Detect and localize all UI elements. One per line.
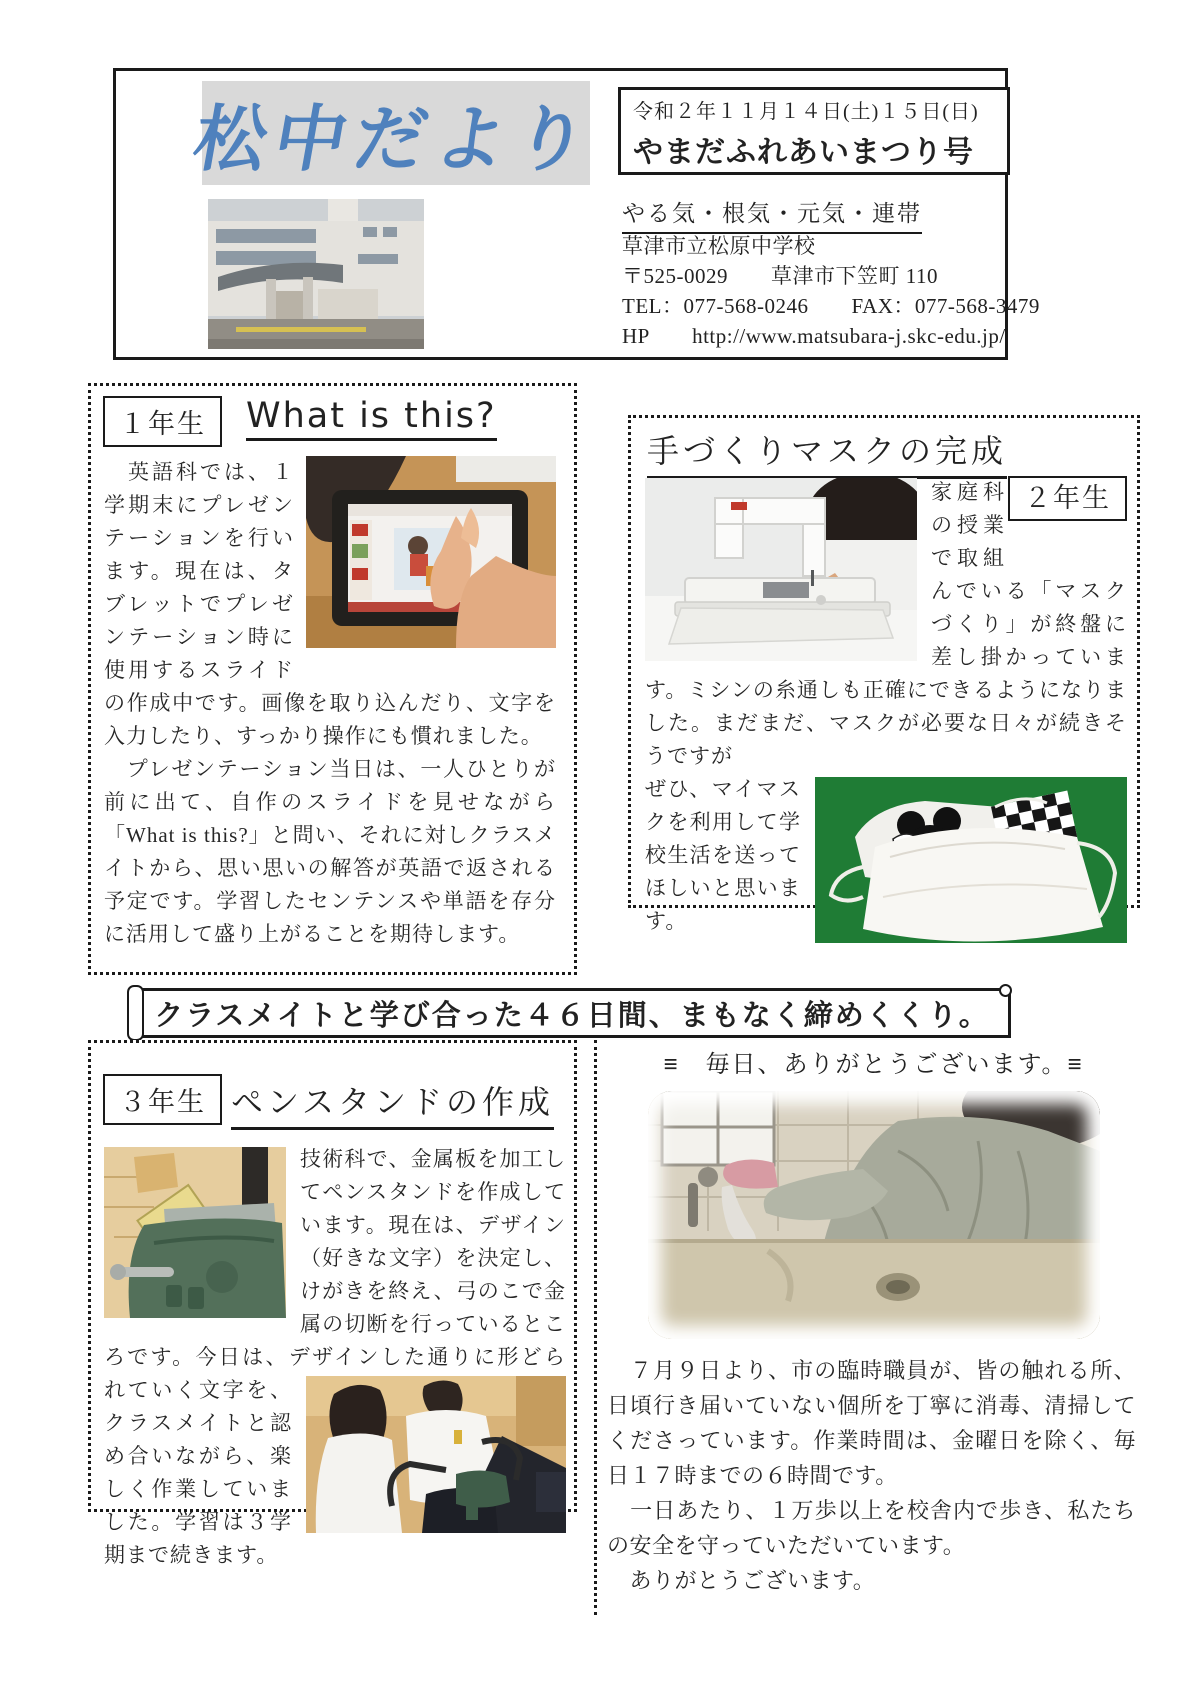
issue-box xyxy=(618,87,1010,175)
school-motto: やる気・根気・元気・連帯 xyxy=(622,195,922,234)
school-building-photo xyxy=(208,199,424,349)
daily-thanks-heading: ≡ 毎日、ありがとうございます。≡ xyxy=(663,1051,1084,1078)
daily-paragraph-2: 一日あたり、１万歩以上を校舎内で歩き、私たちの安全を守っていただいています。 xyxy=(607,1498,1136,1558)
grade2-article xyxy=(645,476,1127,943)
banner-text: クラスメイトと学び合った４６日間、まもなく締めくくり。 xyxy=(154,999,990,1032)
school-homepage-url: HP http://www.matsubara-j.skc-edu.jp/ xyxy=(622,324,1006,348)
school-tel-fax: TEL：077-568-0246 FAX：077-568-3479 xyxy=(622,294,1040,318)
issue-date: 令和２年１１月１４日(土)１５日(日) xyxy=(633,101,979,123)
section-grade3 xyxy=(88,1040,577,1567)
grade2-label-box: ２年生 xyxy=(1008,476,1127,521)
daily-paragraph-3: ありがとうございます。 xyxy=(607,1568,876,1593)
school-address: 〒525-0029 草津市下笠町 110 xyxy=(622,264,938,288)
grade2-paragraph-1: 家庭科の授業で取組んでいる「マスクづくり」が終盤に差し掛かっています。ミシンの糸通しも正確にできるようになりました。まだまだ、マスクが必要な日々が続きそうですが xyxy=(645,480,1127,768)
banner-scroll xyxy=(133,988,1011,1038)
header-box xyxy=(113,68,1040,360)
daily-paragraph-1: ７月９日より、市の臨時職員が、皆の触れる所、日頃行き届いていない個所を丁寧に消毒、清掃してくださっています。作業時間は、金曜日を除く、毎日１７時までの６時間です。 xyxy=(607,1358,1136,1488)
school-name: 草津市立松原中学校 xyxy=(622,234,816,258)
grade2-label-wrap xyxy=(1005,476,1127,544)
vise-metal-plate-photo xyxy=(104,1147,286,1318)
tablet-presentation-photo xyxy=(306,456,556,648)
grade1-label-box: １年生 xyxy=(103,396,222,447)
newsletter-title-block xyxy=(187,81,603,185)
grade2-section-title: 手づくりマスクの完成 xyxy=(647,426,1007,479)
grade3-paragraph-part2: れていく文字を、クラスメイトと認め合いながら、楽しく作業していました。学習は３学期まで続きます。 xyxy=(104,1378,292,1567)
daily-thanks-column xyxy=(594,1040,1140,1615)
grade1-article xyxy=(104,456,556,951)
handmade-masks-photo xyxy=(815,777,1127,943)
grade2-paragraph-2: ぜひ、マイマスクを利用して学校生活を送ってほしいと思います。 xyxy=(645,777,801,933)
grade1-section-title: What is this? xyxy=(246,396,497,441)
daily-thanks-article xyxy=(607,1353,1140,1598)
grade3-section-title: ペンスタンドの作成 xyxy=(231,1077,554,1130)
grade3-article xyxy=(104,1143,566,1572)
photo-soft-edge xyxy=(648,1091,1100,1339)
sewing-machine-photo xyxy=(645,478,917,661)
grade1-paragraph-2: プレゼンテーション当日は、一人ひとりが前に出て、自作のスライドを見せながら「What is this?」と問い、それに対しクラスメイトから、思い思いの解答が英語で返される予定です。学習したセンテンスや単語を存分に活用して盛り上がることを期待します。 xyxy=(104,757,557,946)
section-grade2 xyxy=(628,415,1140,933)
school-info xyxy=(622,231,1040,351)
newsletter-title: 松中だより xyxy=(187,96,603,181)
grade1-paragraph-1: 英語科では、１学期末にプレゼンテーションを行います。現在は、タブレットでプレゼンテーション時に使用するスライドの作成中です。画像を取り込んだり、文字を入力したり、すっかり操作にも慣れました。 xyxy=(104,460,556,748)
issue-title: やまだふれあいまつり号 xyxy=(633,136,974,169)
section-grade1 xyxy=(88,383,577,975)
grade3-paragraph-part1: 技術科で、金属板を加工してペンスタンドを作成しています。現在は、デザイン（好きな文字）を決定し、けがきを終え、弓のこで金属の切断を行っているところです。今日は、デザインした通りに形どら xyxy=(104,1147,566,1369)
cleaning-staff-photo xyxy=(648,1091,1100,1339)
hacksaw-work-photo xyxy=(306,1376,566,1533)
grade3-label-box: ３年生 xyxy=(103,1074,222,1125)
